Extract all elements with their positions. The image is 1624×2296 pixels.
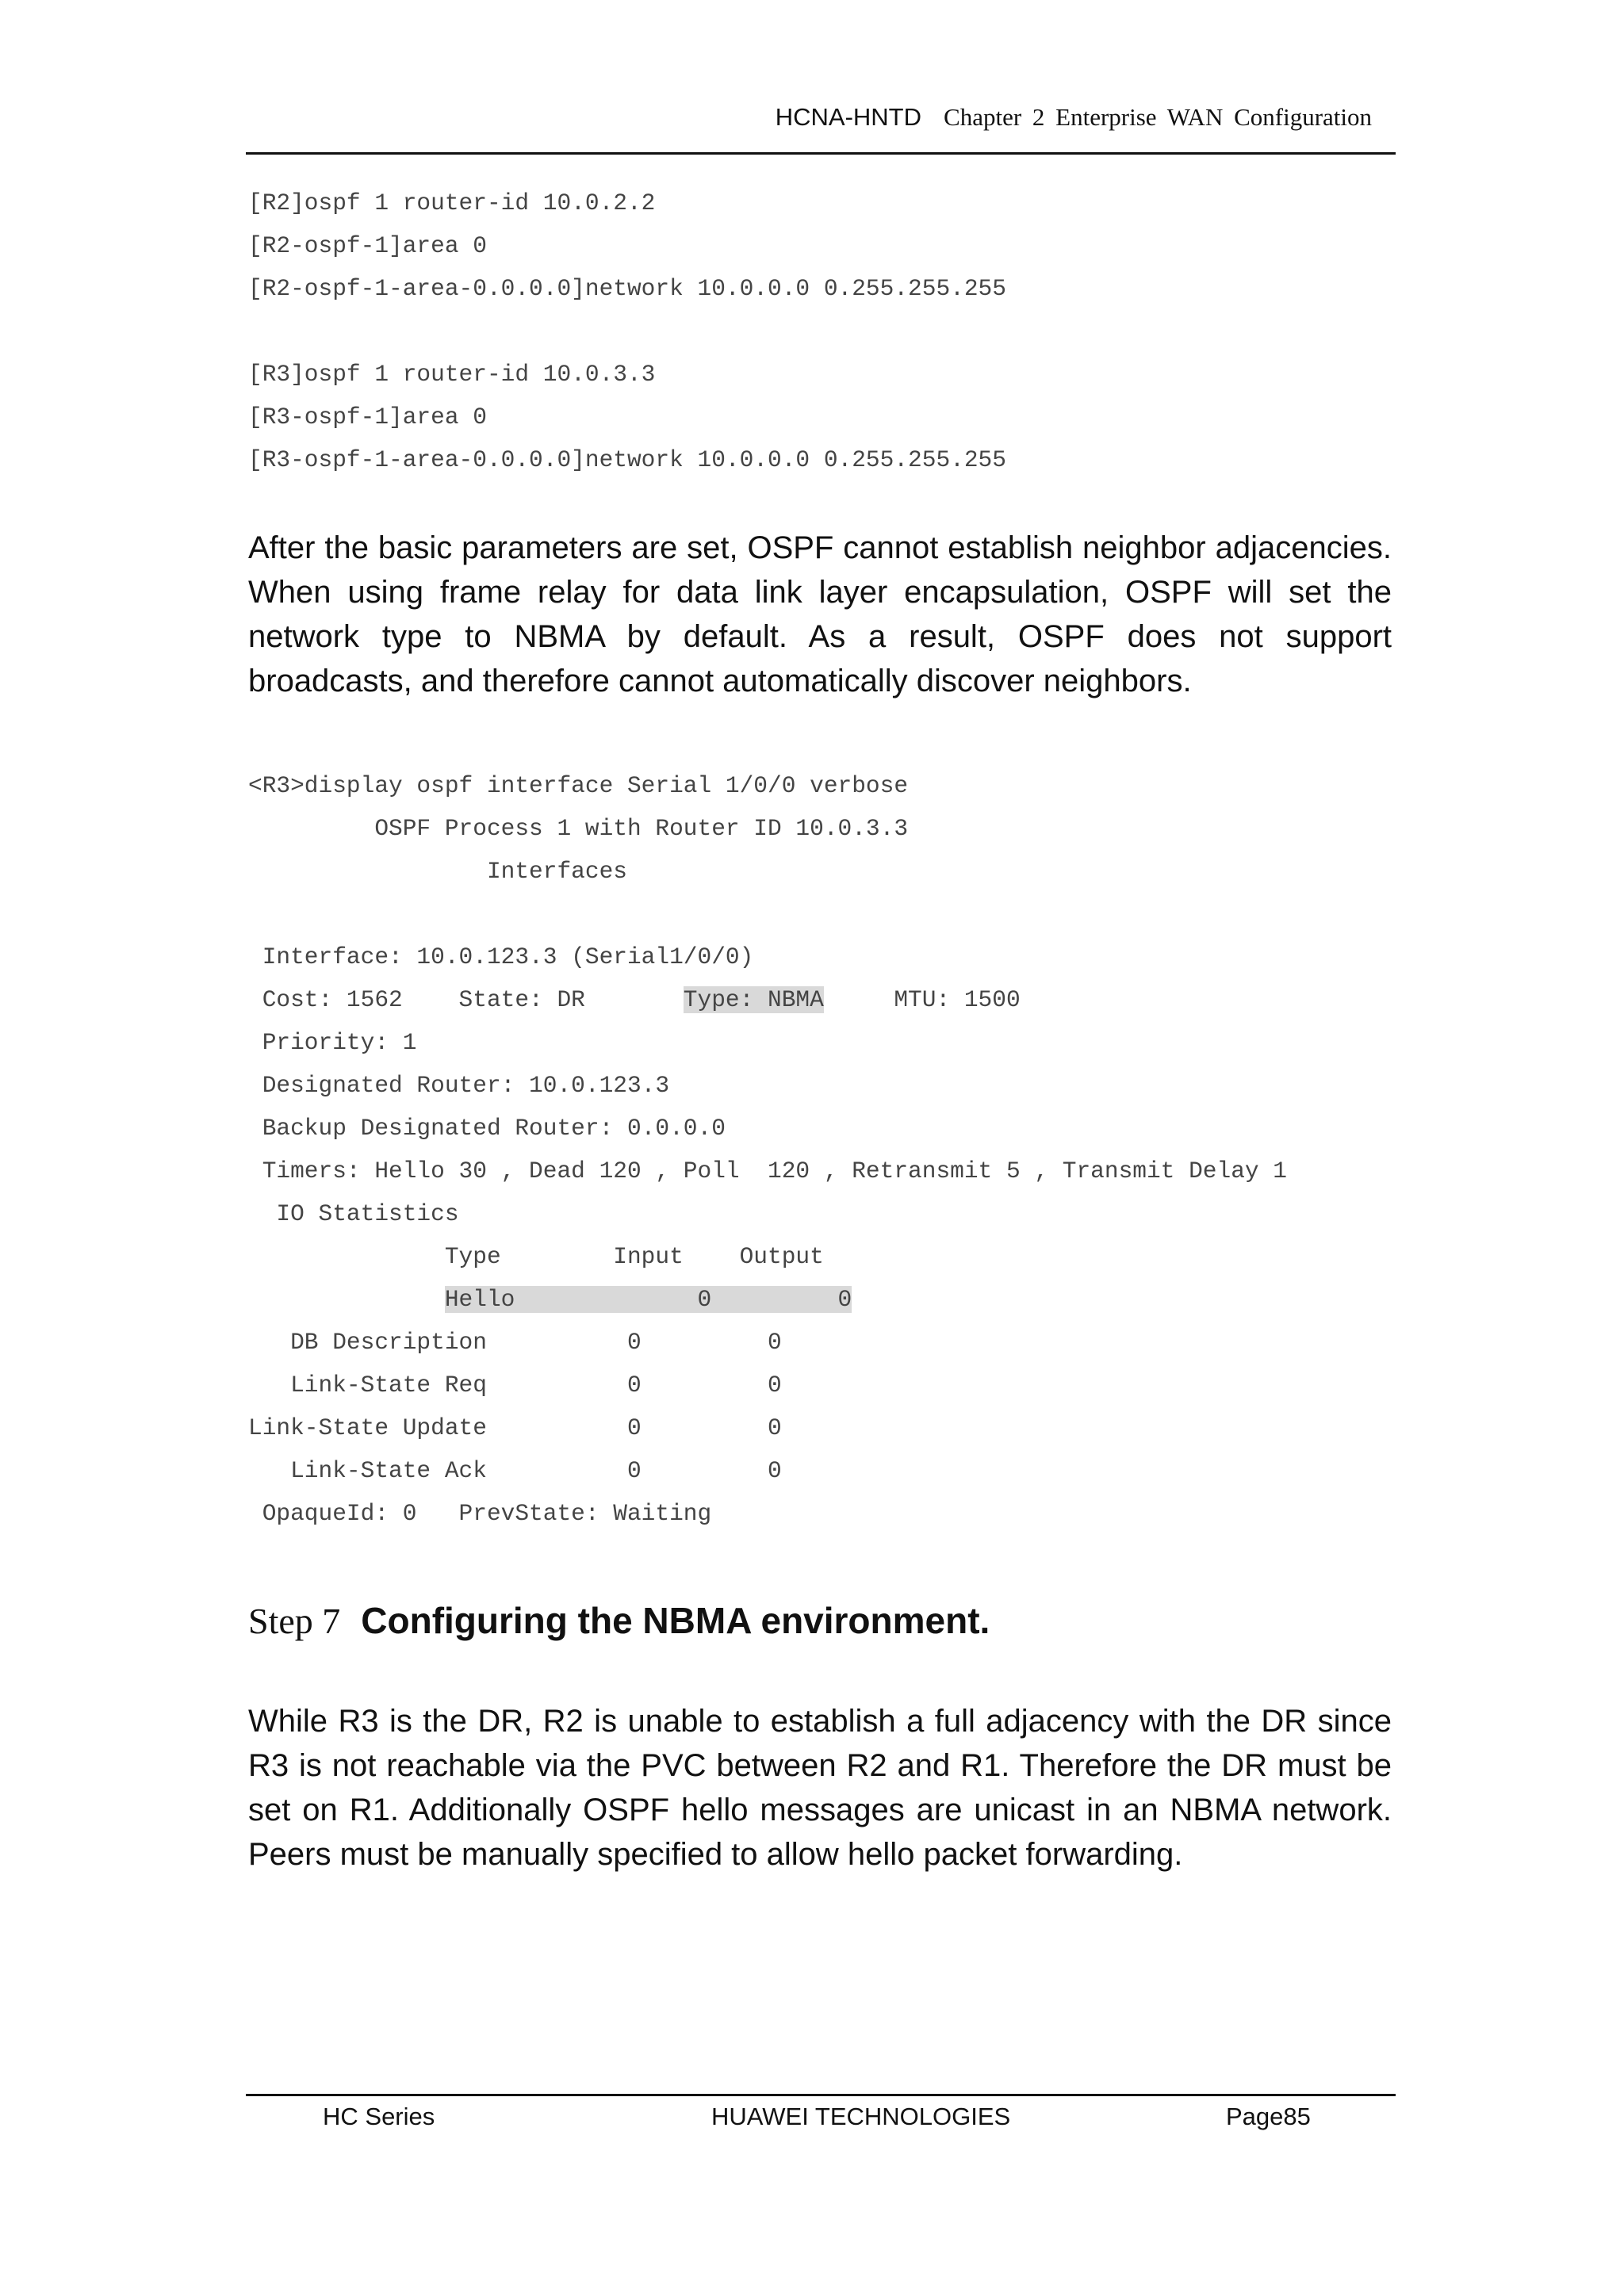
- code-line: [R2]ospf 1 router-id 10.0.2.2: [248, 189, 656, 216]
- header-title: [776, 103, 1372, 132]
- code-line: Link-State Req 0 0: [248, 1372, 782, 1399]
- code-line: Interfaces: [248, 858, 627, 885]
- header-course: HCNA-HNTD: [775, 103, 922, 131]
- code-line: Interface: 10.0.123.3 (Serial1/0/0): [248, 943, 754, 970]
- step-heading: [248, 1599, 990, 1642]
- body-paragraph: After the basic parameters are set, OSPF cannot establish neighbor adjacencies. When using frame relay for data link layer encapsulation, OSPF will set the network type to NBMA by default. As a result, OSPF does not support broadcasts, and therefore cannot automatically discover neighbors.: [248, 530, 1392, 698]
- code-fragment: Cost: 1562 State: DR: [248, 986, 684, 1013]
- page-header: [246, 100, 1396, 155]
- highlighted-type-nbma: Type: NBMA: [683, 986, 824, 1013]
- code-line: [248, 310, 1006, 353]
- code-fragment: MTU: 1500: [823, 986, 1021, 1013]
- code-line: [R3-ospf-1]area 0: [248, 404, 487, 430]
- highlighted-hello-row: Hello 0 0: [444, 1286, 852, 1313]
- code-line: Backup Designated Router: 0.0.0.0: [248, 1115, 726, 1142]
- step-title: Configuring the NBMA environment.: [361, 1600, 990, 1641]
- code-line: Priority: 1: [248, 1029, 417, 1056]
- code-line: Link-State Update 0 0: [248, 1414, 782, 1441]
- page-footer: [246, 2094, 1396, 2144]
- config-code-block: [248, 182, 1006, 481]
- code-line: [R2-ospf-1]area 0: [248, 232, 487, 259]
- code-line: Timers: Hello 30 , Dead 120 , Poll 120 , Retransmit 5 , Transmit Delay 1: [248, 1158, 1288, 1184]
- code-line: [248, 1278, 1287, 1321]
- code-line: Type Input Output: [248, 1243, 824, 1270]
- code-line: DB Description 0 0: [248, 1329, 782, 1356]
- code-line: IO Statistics: [248, 1200, 459, 1227]
- code-line: [R3]ospf 1 router-id 10.0.3.3: [248, 361, 656, 388]
- code-line: OpaqueId: 0 PrevState: Waiting: [248, 1500, 712, 1527]
- code-line: [R2-ospf-1-area-0.0.0.0]network 10.0.0.0 0.255.255.255: [248, 275, 1006, 302]
- code-line: Designated Router: 10.0.123.3: [248, 1072, 670, 1099]
- footer-page-number: Page85: [1226, 2103, 1311, 2130]
- code-line: [R3-ospf-1-area-0.0.0.0]network 10.0.0.0 0.255.255.255: [248, 446, 1006, 473]
- code-line: [248, 893, 1287, 936]
- code-line: OSPF Process 1 with Router ID 10.0.3.3: [248, 815, 909, 842]
- display-output-code-block: [248, 764, 1287, 1535]
- footer-series: HC Series: [323, 2103, 435, 2130]
- code-line: <R3>display ospf interface Serial 1/0/0 verbose: [248, 772, 909, 799]
- footer-company: HUAWEI TECHNOLOGIES: [711, 2103, 1011, 2130]
- body-paragraph: While R3 is the DR, R2 is unable to establish a full adjacency with the DR since R3 is not reachable via the PVC between R2 and R1. Therefore the DR must be set on R1. Additionally OSPF hello messages are unicast in an NBMA network. Peers must be manually specified to allow hello packet forwarding.: [248, 1704, 1392, 1872]
- header-chapter: Chapter 2 Enterprise WAN Configuration: [944, 103, 1372, 131]
- step-number: Step 7: [248, 1601, 341, 1641]
- code-fragment: [248, 1286, 445, 1313]
- code-line: Link-State Ack 0 0: [248, 1457, 782, 1484]
- code-line: [248, 978, 1287, 1021]
